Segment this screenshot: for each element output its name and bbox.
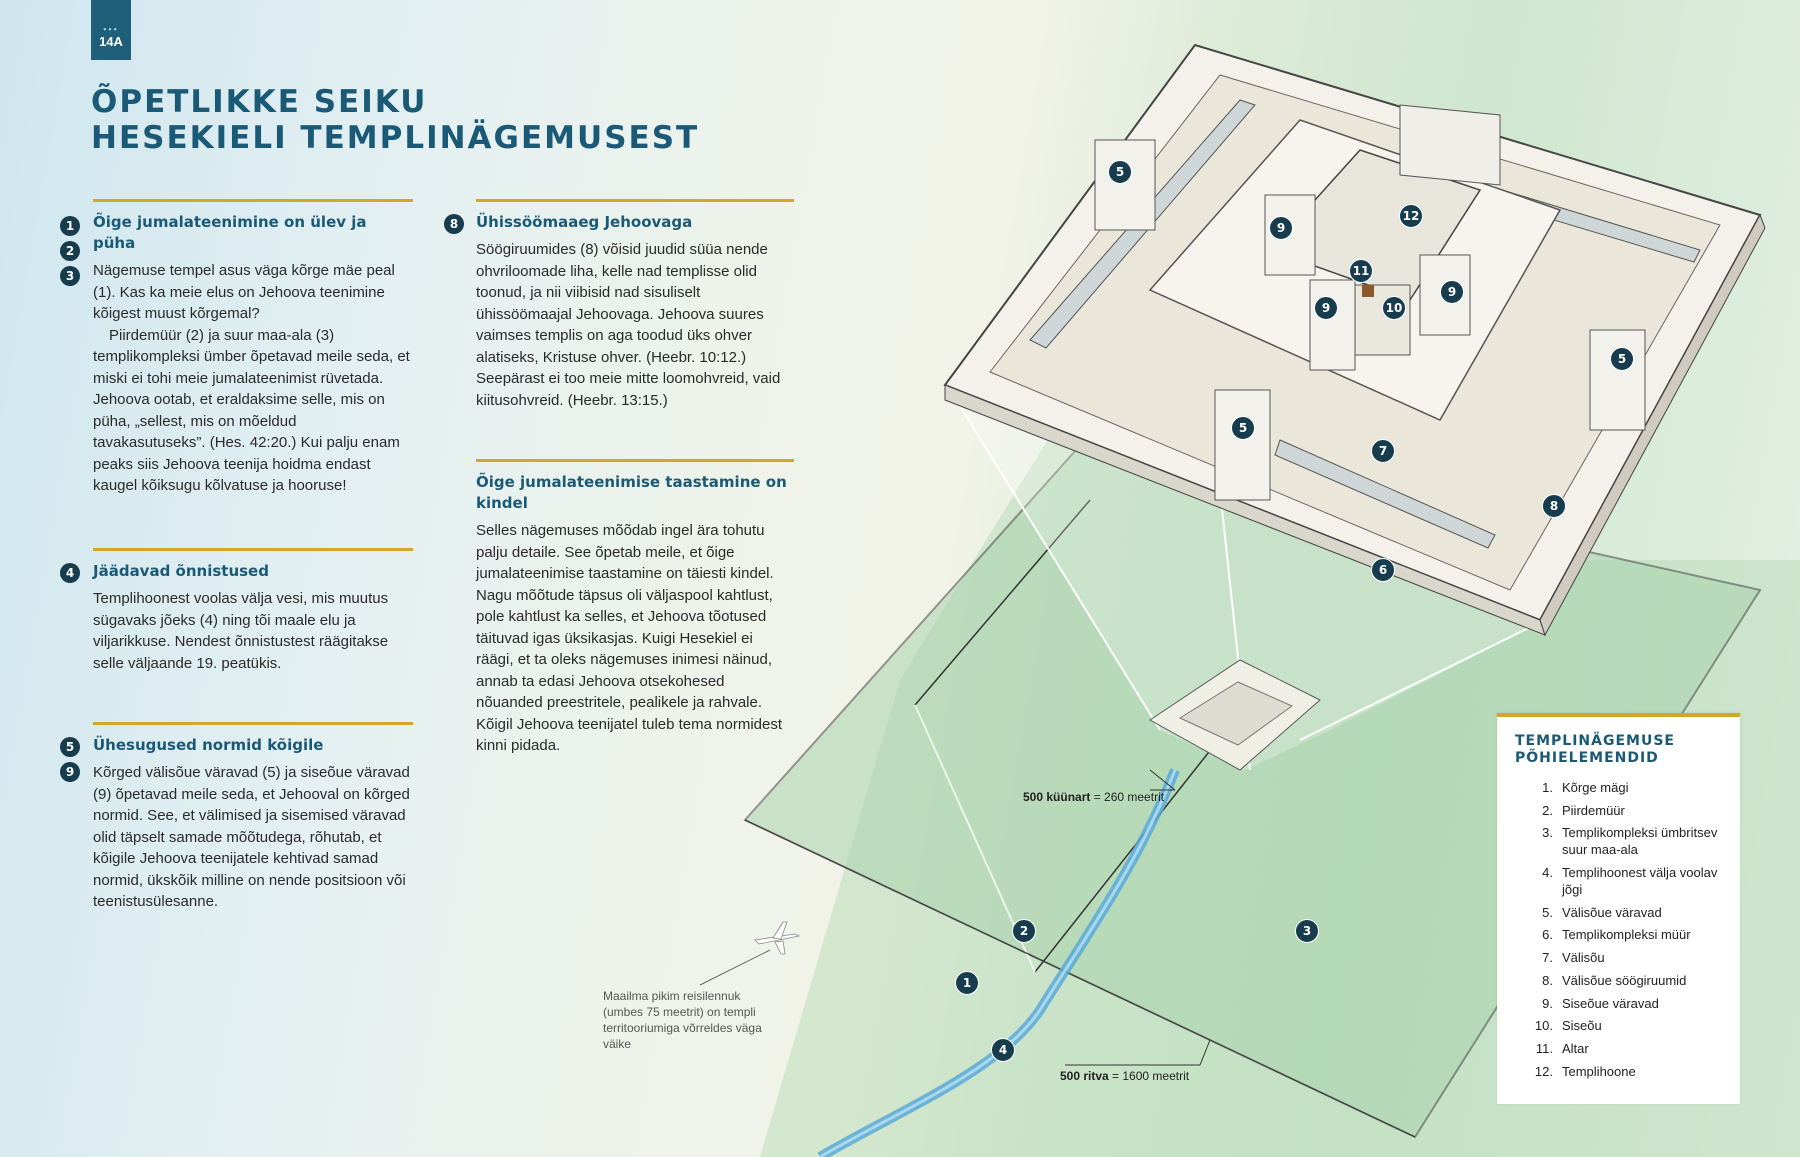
- section-heading: Ühesugused normid kõigile: [93, 736, 324, 754]
- marker-9-gate-inner-north: 9: [1269, 216, 1293, 240]
- tab-dots-icon: •••: [103, 24, 119, 34]
- section-heading: Õige jumalateenimine on ülev ja püha: [93, 213, 367, 252]
- legend-item: 2. Piirdemüür: [1542, 802, 1625, 818]
- airplane-icon: [755, 922, 799, 954]
- section-badge-5: 5: [60, 737, 80, 757]
- section-badge-2: 2: [60, 241, 80, 261]
- section-badge-1: 1: [60, 216, 80, 236]
- section-shared-meal: [476, 199, 794, 411]
- marker-2-boundary-wall: 2: [1012, 919, 1036, 943]
- section-heading: Jäädavad õnnistused: [93, 562, 269, 580]
- section-restoration-certain: [476, 459, 794, 757]
- section-rule: [476, 459, 794, 462]
- marker-1-mountain: 1: [955, 971, 979, 995]
- legend-item: 6. Templikompleksi müür: [1542, 927, 1691, 943]
- section-same-standards: [93, 722, 413, 913]
- legend-item: 10. Siseõu: [1534, 1018, 1602, 1034]
- page-title-line-2: HESEKIELI TEMPLINÄGEMUSEST: [91, 120, 700, 156]
- section-rule: [93, 722, 413, 725]
- legend-item: 12. Templihoone: [1534, 1063, 1636, 1079]
- page-title: [91, 84, 711, 156]
- legend-item: 5. Välisõue väravad: [1542, 904, 1662, 920]
- legend-item: 4. Templihoonest välja voolav jõgi: [1542, 865, 1718, 898]
- legend-title: TEMPLINÄGEMUSE PÕHIELEMENDID: [1515, 733, 1675, 766]
- legend-item: 8. Välisõue söögiruumid: [1542, 972, 1687, 988]
- legend-box: [1497, 713, 1740, 1104]
- marker-9-gate-inner-west: 9: [1314, 296, 1338, 320]
- section-paragraph: Kõrged välisõue väravad (5) ja siseõue väravad (9) õpetavad meile seda, et Jehooval on kõrged normid. See, et välimised ja sisemised väravad olid täpselt samade mõõtudega, rõhutab, et kõigile Jehoova teenijatele kehtivad samad normid, ükskõik milline on nende positsioon või teenistusülesanne.: [93, 764, 410, 910]
- section-paragraph: Templihoonest voolas välja vesi, mis muutus sügavaks jõeks (4) ning tõi maale elu ja viljarikkuse. Nendest õnnistustest räägitakse selle väljaande 19. peatükis.: [93, 590, 389, 672]
- section-rule: [476, 199, 794, 202]
- marker-5-gate-south: 5: [1231, 416, 1255, 440]
- legend-list: [1497, 779, 1740, 1080]
- section-heading: Õige jumalateenimise taastamine on kindel: [476, 473, 787, 512]
- section-lasting-blessings: [93, 548, 413, 674]
- marker-5-gate-north: 5: [1108, 160, 1132, 184]
- marker-8-dining-rooms: 8: [1542, 494, 1566, 518]
- section-badge-8: 8: [444, 214, 464, 234]
- section-badge-4: 4: [60, 563, 80, 583]
- marker-6-complex-wall: 6: [1371, 558, 1395, 582]
- section-heading: Ühissöömaaeg Jehoovaga: [476, 213, 693, 231]
- marker-4-river: 4: [991, 1038, 1015, 1062]
- section-badge-3: 3: [60, 266, 80, 286]
- section-rule: [93, 199, 413, 202]
- section-rule: [93, 548, 413, 551]
- section-paragraph: Selles nägemuses mõõdab ingel ära tohutu palju detaile. See õpetab meile, et õige jumalateenimise taastamine on täiesti kindel. Nagu mõõtude täpsus oli väljaspool kahtlust, pole kahtlust ka selles, et Jehoova tõotused täituvad igas üksikasjas. Kuigi Hesekiel ei räägi, et ta oleks nägemuses inimesi näinud, annab ta edasi Jehoova otsekohesed nõuanded preestritele, pealikele ja rahvale. Kõigil Jehoova teenijatel tuleb tema normidest kinni pidada.: [476, 522, 783, 754]
- legend-item: 3. Templikompleksi ümbritsev suur maa-ala: [1542, 825, 1718, 858]
- page-tab: [91, 0, 131, 60]
- legend-item: 11. Altar: [1535, 1040, 1589, 1056]
- marker-11-altar: 11: [1349, 259, 1373, 283]
- section-paragraph: Söögiruumides (8) võisid juudid süüa nende ohvriloomade liha, kelle nad templisse olid toonud, ja nii viibisid nad sisuliselt ühissöömaajal Jehoovaga. Jehoova suures vaimses templis on aga toodud üks ohver alatiseks, Kristuse ohver. (Heebr. 10:12.) Seepärast ei too meie mitte loomohvreid, vaid kiitusohvreid. (Heebr. 13:15.): [476, 241, 781, 409]
- section-paragraph: Nägemuse tempel asus väga kõrge mäe peal (1). Kas ka meie elus on Jehoova teenimine kõigest muust kõrgemal?: [93, 262, 395, 322]
- section-worship-exalted: [93, 199, 413, 497]
- legend-item: 1. Kõrge mägi: [1542, 780, 1629, 795]
- airplane-caption: Maailma pikim reisilennuk (umbes 75 meetrit) on templi territooriumiga võrreldes väga väike: [603, 989, 762, 1051]
- marker-12-temple: 12: [1399, 204, 1423, 228]
- dimension-label-small: 500 küünart = 260 meetrit: [1023, 790, 1165, 804]
- tab-label: 14A: [99, 34, 123, 49]
- marker-3-land-area: 3: [1295, 919, 1319, 943]
- section-badge-9: 9: [60, 762, 80, 782]
- section-paragraph: Piirdemüür (2) ja suur maa-ala (3) templikompleksi ümber õpetavad meile seda, et miski ei tohi meie jumalateenimist rüvetada. Jehoova ootab, et eraldaksime selle, mis on püha, „sellest, mis on mõeldud tavakasutuseks”. (Hes. 42:20.) Kui palju enam peaks siis Jehoova teenija hoidma endast kaugel kõiksugu kõlvatuse ja hooruse!: [93, 326, 410, 494]
- marker-5-gate-east: 5: [1610, 347, 1634, 371]
- marker-9-gate-inner-east: 9: [1440, 280, 1464, 304]
- dimension-label-large: 500 ritva = 1600 meetrit: [1060, 1069, 1190, 1083]
- page-title-line-1: ÕPETLIKKE SEIKU: [91, 84, 428, 120]
- legend-item: 7. Välisõu: [1542, 950, 1605, 966]
- marker-7-outer-court: 7: [1371, 439, 1395, 463]
- marker-10-inner-court: 10: [1382, 296, 1406, 320]
- legend-item: 9. Siseõue väravad: [1542, 995, 1659, 1011]
